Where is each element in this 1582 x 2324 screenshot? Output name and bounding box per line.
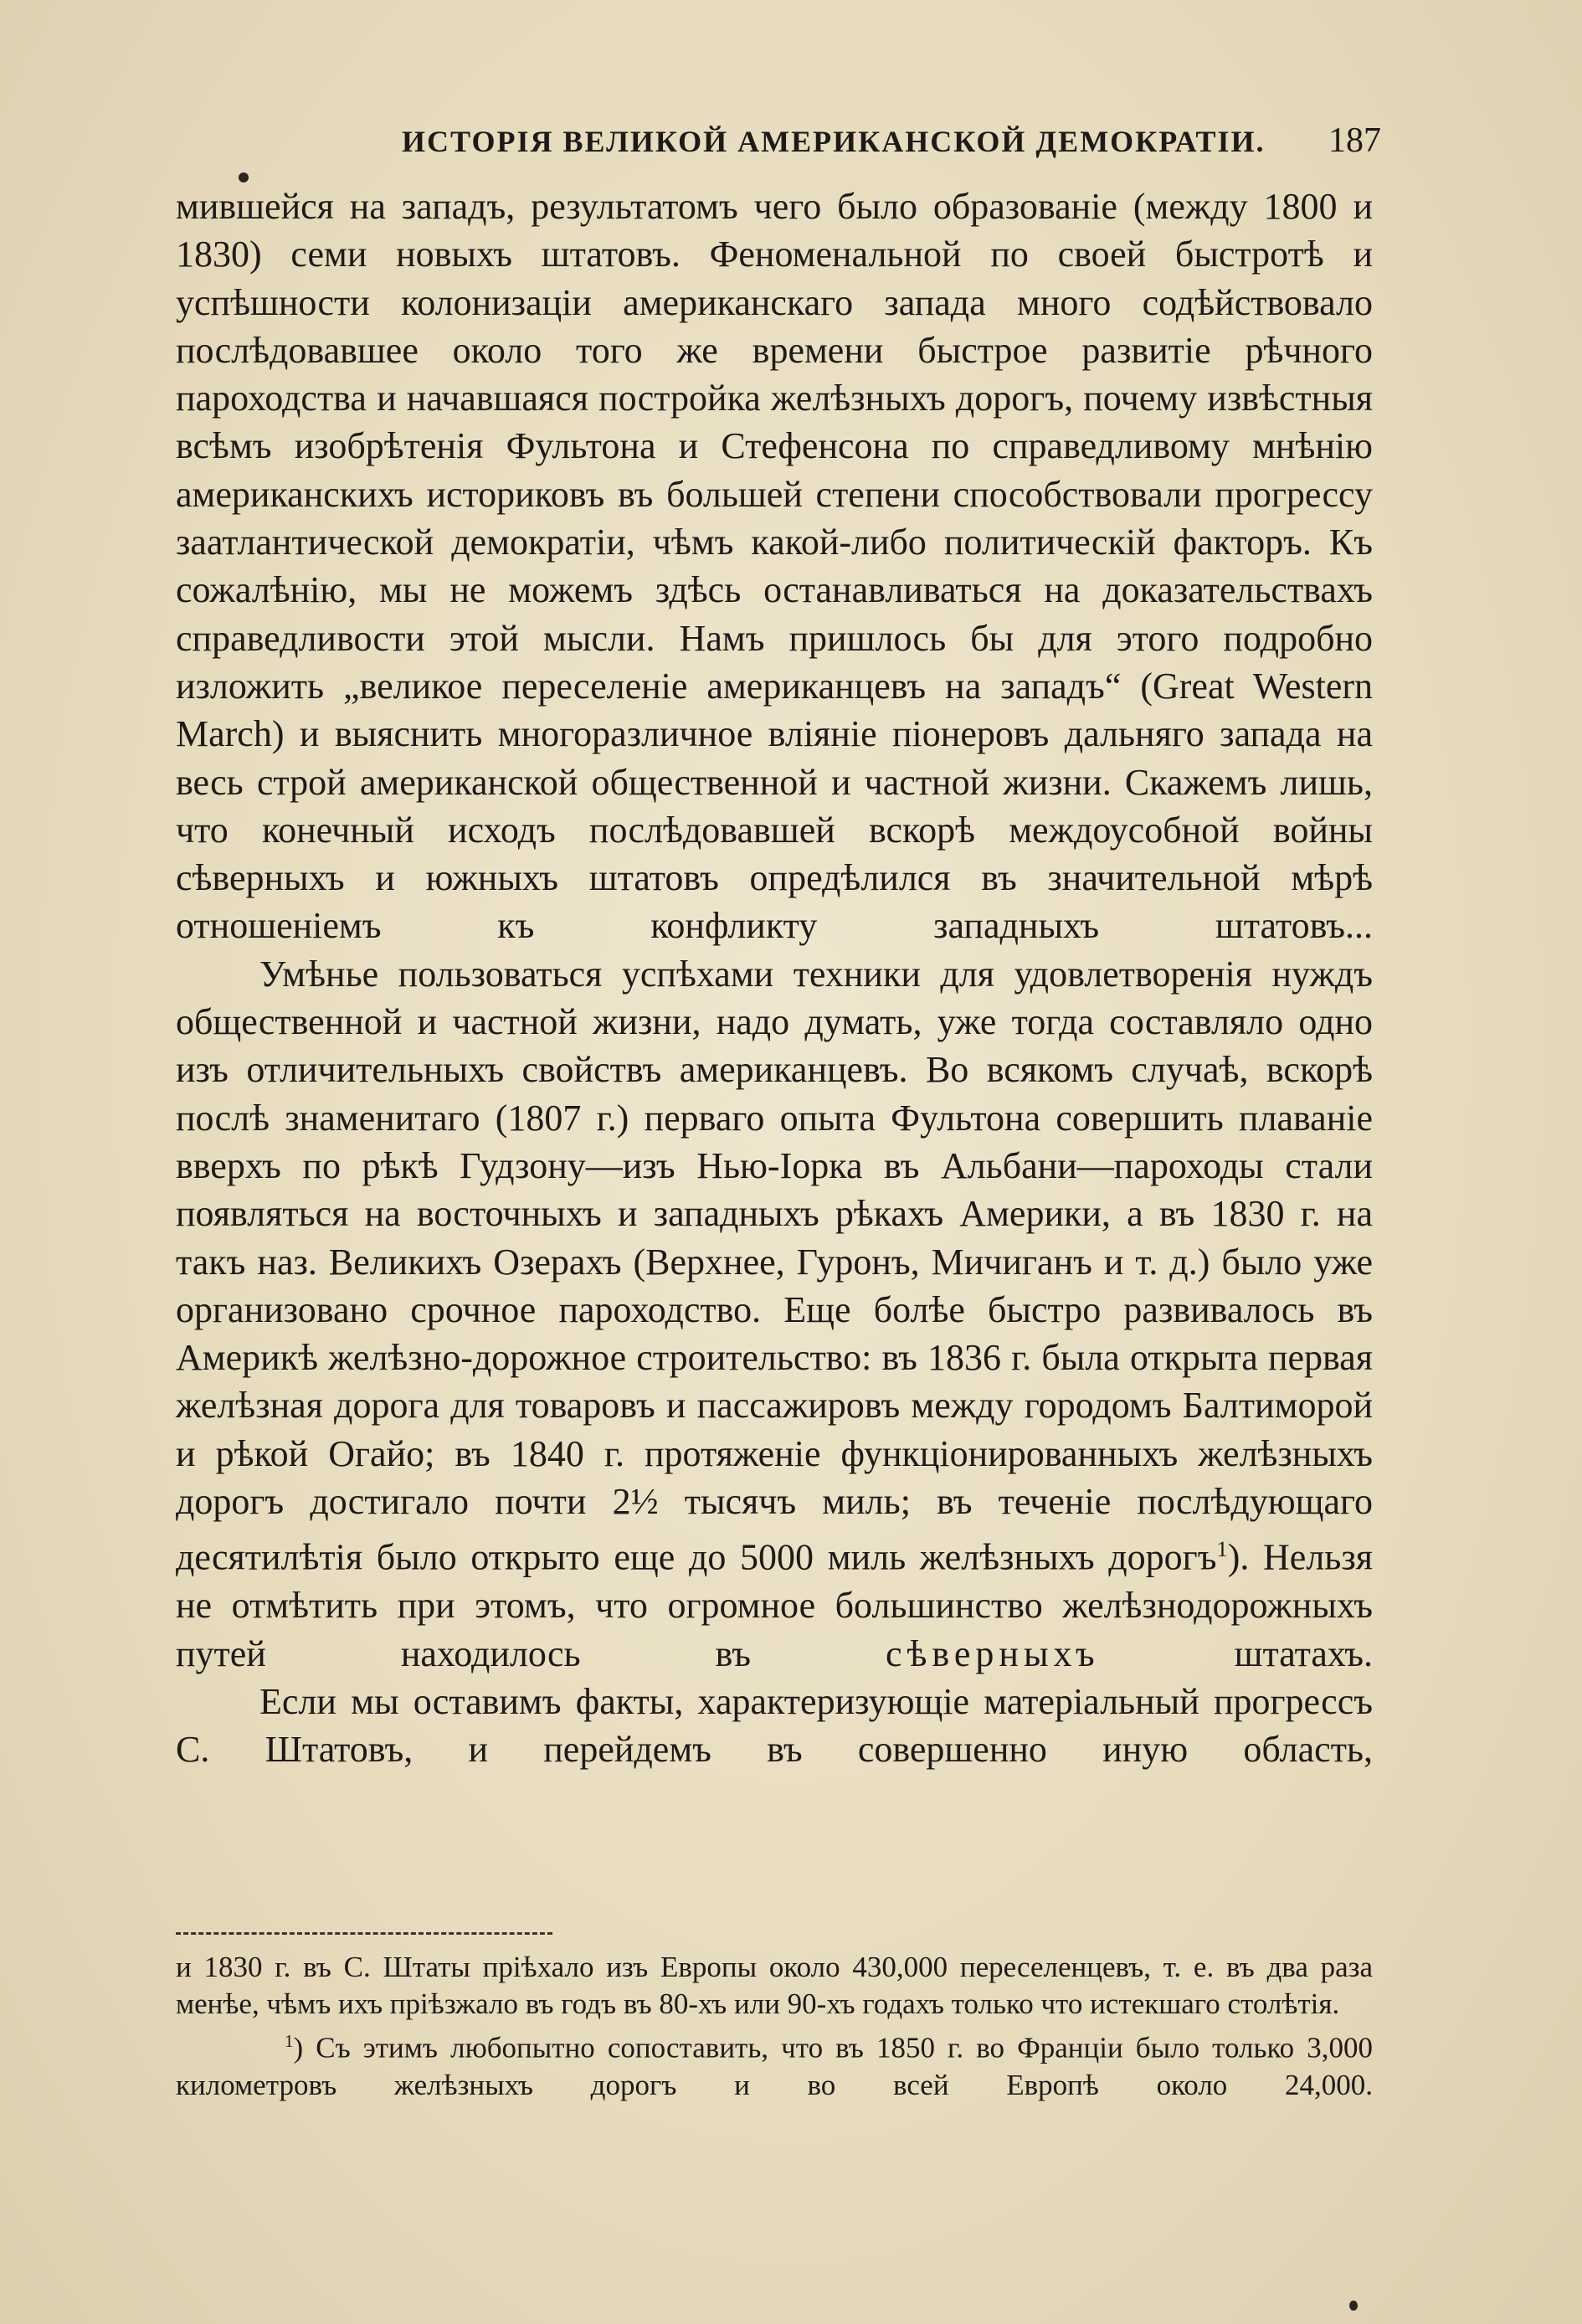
paragraph-2 [176, 950, 1373, 1678]
running-title: ИСТОРІЯ ВЕЛИКОЙ АМЕРИКАНСКОЙ ДЕМОКРАТІИ. [402, 125, 1266, 158]
footnote-1 [176, 2023, 1373, 2104]
spaced-emphasis: сѣверныхъ [885, 1632, 1100, 1674]
ink-speck [239, 172, 249, 183]
paragraph-2-text: Умѣнье пользоваться успѣхами техники для удовлетворенія нуждъ общественной и частной жизни, надо думать, уже тогда составляло одно изъ отличительныхъ свойствъ американцевъ. Во всякомъ случаѣ, вскорѣ послѣ знаменитаго (1807 г.) перваго опыта Фультона совершить плаваніе вверхъ по рѣкѣ Гудзону—изъ Нью-Іорка въ Альбани—пароходы стали появляться на восточныхъ и западныхъ рѣкахъ Америки, а въ 1830 г. на такъ наз. Великихъ Озерахъ (Верхнее, Гуронъ, Мичиганъ и т. д.) было уже организовано срочное пароходство. Еще болѣе быстро развивалось въ Америкѣ желѣзно-дорожное строительство: въ 1836 г. была открыта первая желѣзная дорога для товаровъ и пассажировъ между городомъ Балтиморой и рѣкой Огайо; въ 1840 г. протяженіе функціонированныхъ желѣзныхъ дорогъ достигало почти 2½ тысячъ миль; въ теченіе послѣдующаго десятилѣтія было открыто еще до 5000 миль желѣзныхъ дорогъ [176, 953, 1373, 1578]
footnote-reference: 1 [1216, 1536, 1228, 1562]
paragraph-2-end: штатахъ. [1099, 1632, 1373, 1674]
page-number: 187 [1328, 121, 1381, 160]
paragraph-1: мившейся на западъ, результатомъ чего было образованіе (между 1800 и 1830) семи новыхъ штатовъ. Феноменальной по своей быстротѣ и успѣшности колонизаціи американскаго запада много содѣйствовало послѣдовавшее около того же времени быстрое развитіе рѣчного пароходства и начавшаяся постройка желѣзныхъ дорогъ, почему извѣстныя всѣмъ изобрѣтенія Фультона и Стефенсона по справедливому мнѣнію американскихъ историковъ въ большей степени способствовали прогрессу заатлантической демократіи, чѣмъ какой-либо политическій факторъ. Къ сожалѣнію, мы не можемъ здѣсь останавливаться на доказательствахъ справедливости этой мысли. Намъ пришлось бы для этого подробно изложить „великое переселеніе американцевъ на западъ“ (Great Western March) и выяснить многоразличное вліяніе піонеровъ дальняго запада на весь строй американской общественной и частной жизни. Скажемъ лишь, что конечный исходъ послѣдовавшей вскорѣ междоусобной войны сѣверныхъ и южныхъ штатовъ опредѣлился въ значительной мѣрѣ отношеніемъ къ конфликту западныхъ штатовъ... [176, 186, 1373, 947]
paragraph-3: Если мы оставимъ факты, характеризующіе матеріальный прогрессъ С. Штатовъ, и перейдемъ въ совершенно иную область, [176, 1680, 1373, 1771]
running-header [176, 121, 1381, 171]
paragraph-2-continuation: ). Нельзя не отмѣтить при этомъ, что огромное большинство желѣзнодорожныхъ путей находилось въ [176, 1536, 1373, 1674]
body-text [176, 183, 1373, 1773]
ink-speck [1349, 2301, 1358, 2311]
footnote-1-text: ) Съ этимъ любопытно сопоставить, что въ 1850 г. во Франціи было только 3,000 километровъ желѣзныхъ дорогъ и во всей Европѣ около 24,000. [176, 2031, 1373, 2101]
footnote-divider [176, 1932, 552, 1935]
footnote-continuation: и 1830 г. въ С. Штаты пріѣхало изъ Европы около 430,000 переселенцевъ, т. е. въ два раза менѣе, чѣмъ ихъ пріѣзжало въ годъ въ 80-хъ или 90-хъ годахъ только что истекшаго столѣтія. [176, 1951, 1373, 2020]
footnotes [176, 1949, 1373, 2104]
footnote-marker: 1 [285, 2031, 294, 2051]
